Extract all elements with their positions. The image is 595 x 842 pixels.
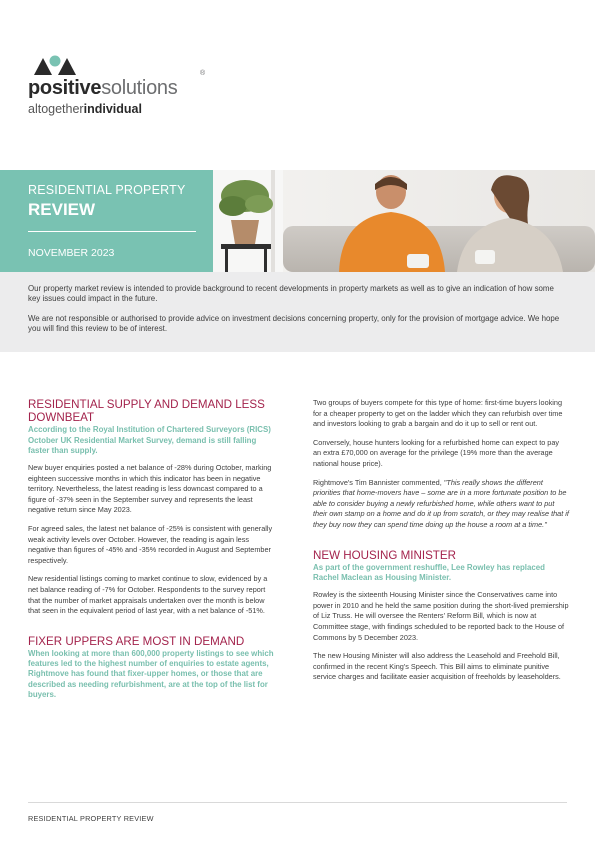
paragraph-leasehold-bill: The new Housing Minister will also address the Leasehold and Freehold Bill, confirmed in the recent King's Speech. This Bill aims to eliminate punitive service charges and facilitate easier acquisition of freeholds by leaseholders. (313, 651, 561, 682)
footer-divider (28, 802, 567, 803)
paragraph-buyer-enquiries: New buyer enquiries posted a net balance of -28% during October, marking eighteen successive months in which this indicator has been in negative territory. Nevertheless, the latest reading is less downcast compared to a figure of -37% seen in the September survey and represents the least negative return since May 2023. (28, 463, 272, 515)
brand-tagline (28, 102, 142, 116)
heading-supply-demand: RESIDENTIAL SUPPLY AND DEMAND LESS DOWNBEAT (28, 398, 265, 425)
hero-kicker: RESIDENTIAL PROPERTY (28, 183, 186, 197)
paragraph-agreed-sales: For agreed sales, the latest net balance of -25% is consistent with generally weak activity levels over October. However, the reading is again less negative than figures of -45% and -35% recorded in August and September respectively. (28, 523, 273, 565)
paragraph-rowley: Rowley is the sixteenth Housing Minister since the Conservatives came into power in 2010 and he held the same position during the short-lived premiership of Liz Truss. He will oversee the Renters' Reform Bill, which is now at Committee stage, with findings scheduled to be reported back to the House of Commons by 5 December 2023. (313, 590, 569, 642)
brand-wordmark (28, 77, 177, 100)
paragraph-refurbished-premium: Conversely, house hunters looking for a refurbished home can expect to pay an extra £70,000 on average for the privilege (19% more than the average national house price). (313, 437, 560, 468)
lead-supply-demand: According to the Royal Institution of Chartered Surveyors (RICS) October UK Residential Market Survey, demand is still falling faster than supply. (28, 425, 271, 455)
paragraph-new-listings: New residential listings coming to market continue to slow, evidenced by a net balance reading of -7% for October. Respondents to the survey report that the number of market appraisals undertaken over the month is below that seen in the equivalent period of last year, with a net balance of -51%. (28, 574, 268, 616)
lead-fixer-uppers: When looking at more than 600,000 property listings to see which features led to the highest number of enquiries to estate agents, Rightmove has found that fixer-upper homes, or those that are described as needing refurbishment, are at the top of the list for buyers. (28, 648, 274, 699)
tagline-light: altogether (28, 102, 84, 116)
brand-word-bold: positive (28, 77, 102, 99)
left-column (28, 398, 274, 707)
hero-title: REVIEW (28, 200, 96, 219)
right-column (313, 398, 569, 691)
paragraph-buyer-groups: Two groups of buyers compete for this type of home: first-time buyers looking for a cheaper property to get on the ladder which they can refurbish over time and investors looking to grab a bargain and do it up to sell or rent out. (313, 398, 563, 429)
intro-paragraph-1: Our property market review is intended to provide background to recent developments in property markets as well as to give an indication of how some key issues could impact in the future. (28, 284, 554, 304)
hero-photo (213, 170, 595, 272)
brand-word-light: solutions (101, 77, 178, 99)
hero-date: NOVEMBER 2023 (28, 247, 115, 259)
intro-band (0, 272, 595, 352)
hero-banner (0, 170, 595, 272)
intro-paragraph-2: We are not responsible or authorised to provide advice on investment decisions concerning property, only for the provision of mortgage advice. We hope you will find this review to be of interest. (28, 313, 560, 334)
heading-fixer-uppers: FIXER UPPERS ARE MOST IN DEMAND (28, 634, 245, 648)
quote-text: "This really shows the different priorities that home-movers have – some are in a more fortunate position to be able to consider buying a newly refurbished home, while others want to put their own stamp on a home and do it up from scratch, or they may realise that if they buy now they can spend time doing up the house a room at a time." (313, 477, 569, 529)
quote-attribution: Rightmove's Tim Bannister commented, (313, 477, 444, 487)
brand-logo (28, 52, 218, 122)
tagline-bold: individual (83, 102, 142, 116)
hero-title-panel (0, 170, 213, 272)
hero-divider (28, 231, 196, 232)
heading-housing-minister: NEW HOUSING MINISTER (313, 548, 456, 562)
paragraph-bannister-quote (313, 478, 569, 531)
registered-mark: ® (200, 70, 206, 77)
lead-housing-minister: As part of the government reshuffle, Lee Rowley has replaced Rachel Maclean as Housing Minister. (313, 562, 545, 582)
couple-photo-illustration (213, 170, 595, 272)
brand-mark-icon (32, 54, 78, 76)
footer-label: RESIDENTIAL PROPERTY REVIEW (28, 814, 154, 823)
